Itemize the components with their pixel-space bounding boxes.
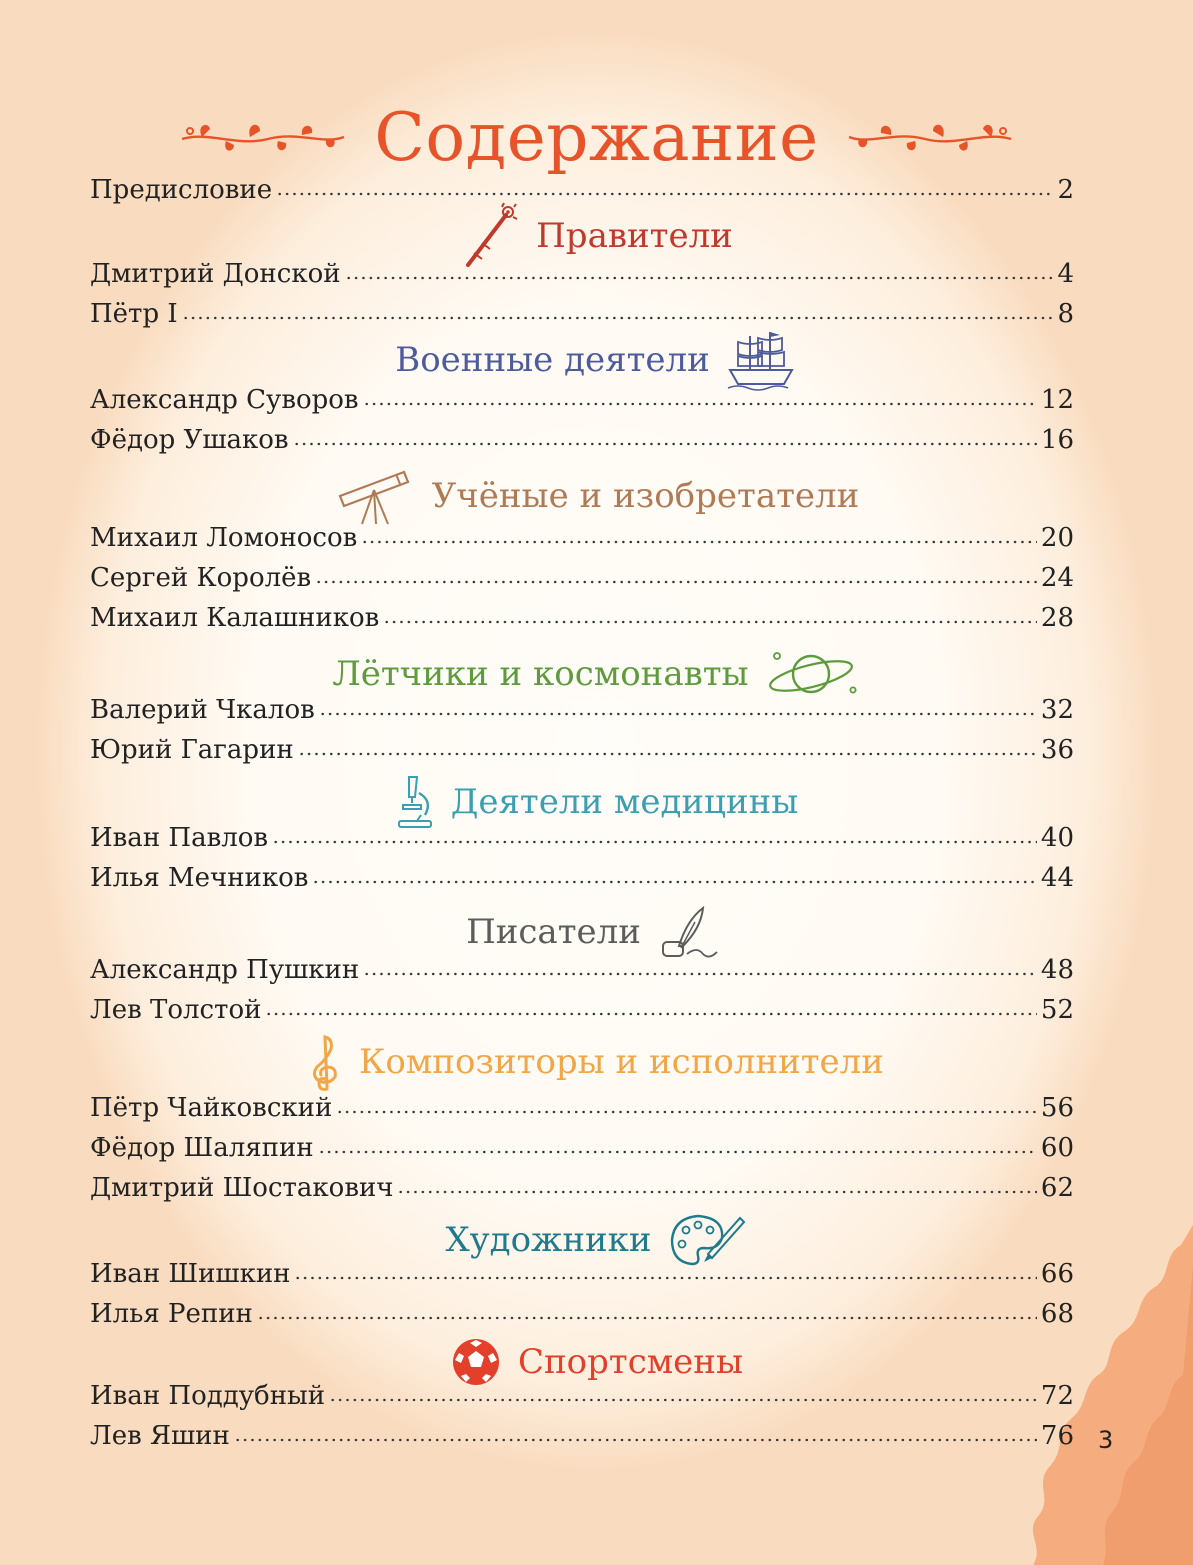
dot-leader <box>315 578 1037 586</box>
right-vine-ornament-icon <box>845 117 1015 157</box>
section-heading-label: Спортсмены <box>517 1342 744 1382</box>
entry-title: Пётр I <box>90 299 178 329</box>
dot-leader <box>298 750 1037 758</box>
entry-page-number: 24 <box>1040 563 1074 593</box>
section-heading-scientists <box>0 470 1193 522</box>
section-heading-label: Правители <box>536 216 733 256</box>
entry-title: Михаил Калашников <box>90 603 380 633</box>
entry-page-number: 40 <box>1040 823 1074 853</box>
toc-entry[interactable] <box>90 1378 1074 1414</box>
toc-entry[interactable] <box>90 1256 1074 1292</box>
entry-title: Михаил Ломоносов <box>90 523 358 553</box>
entry-page-number: 76 <box>1040 1421 1074 1451</box>
entry-page-number: 66 <box>1040 1259 1074 1289</box>
entry-title: Дмитрий Донской <box>90 259 341 289</box>
entry-title: Иван Павлов <box>90 823 269 853</box>
section-heading-label: Лётчики и космонавты <box>332 654 749 694</box>
entry-page-number: 68 <box>1040 1299 1074 1329</box>
entry-page-number: 12 <box>1040 385 1074 415</box>
section-heading-label: Деятели медицины <box>450 782 799 822</box>
toc-entry-preface[interactable] <box>90 172 1074 208</box>
entry-page-number: 32 <box>1040 695 1074 725</box>
entry-title: Сергей Королёв <box>90 563 312 593</box>
dot-leader <box>363 400 1037 408</box>
toc-entry[interactable] <box>90 1130 1074 1166</box>
entry-title: Фёдор Ушаков <box>90 425 289 455</box>
toc-entry[interactable] <box>90 296 1074 332</box>
dot-leader <box>257 1314 1037 1322</box>
toc-entry[interactable] <box>90 600 1074 636</box>
entry-title: Александр Пушкин <box>90 955 360 985</box>
toc-entry[interactable] <box>90 820 1074 856</box>
entry-title: Илья Репин <box>90 1299 253 1329</box>
dot-leader <box>361 538 1037 546</box>
section-heading-label: Художники <box>445 1220 652 1260</box>
dot-leader <box>363 970 1037 978</box>
dot-leader <box>397 1188 1036 1196</box>
title-row <box>0 92 1193 182</box>
telescope-icon <box>334 466 416 526</box>
dot-leader <box>318 1148 1037 1156</box>
dot-leader <box>329 1396 1037 1404</box>
toc-entry[interactable] <box>90 256 1074 292</box>
dot-leader <box>312 878 1036 886</box>
section-heading-rulers <box>0 210 1193 262</box>
section-heading-writers <box>0 906 1193 958</box>
treble-clef-icon <box>309 1033 343 1091</box>
section-heading-label: Писатели <box>466 912 641 952</box>
entry-title: Александр Суворов <box>90 385 359 415</box>
toc-entry[interactable] <box>90 1296 1074 1332</box>
toc-entry[interactable] <box>90 422 1074 458</box>
toc-entry[interactable] <box>90 992 1074 1028</box>
entry-title: Валерий Чкалов <box>90 695 315 725</box>
entry-title: Предисловие <box>90 175 273 205</box>
entry-page-number: 72 <box>1040 1381 1074 1411</box>
entry-page-number: 20 <box>1040 523 1074 553</box>
toc-entry[interactable] <box>90 692 1074 728</box>
toc-entry[interactable] <box>90 860 1074 896</box>
toc-entry[interactable] <box>90 952 1074 988</box>
toc-entry[interactable] <box>90 1170 1074 1206</box>
entry-page-number: 48 <box>1040 955 1074 985</box>
entry-page-number: 2 <box>1057 175 1074 205</box>
dot-leader <box>294 1274 1036 1282</box>
entry-title: Лев Яшин <box>90 1421 230 1451</box>
entry-title: Иван Шишкин <box>90 1259 291 1289</box>
entry-page-number: 28 <box>1040 603 1074 633</box>
page-number: 3 <box>1098 1426 1114 1454</box>
entry-title: Фёдор Шаляпин <box>90 1133 314 1163</box>
entry-page-number: 4 <box>1057 259 1074 289</box>
dot-leader <box>276 190 1053 198</box>
entry-title: Дмитрий Шостакович <box>90 1173 394 1203</box>
toc-entry[interactable] <box>90 520 1074 556</box>
entry-title: Илья Мечников <box>90 863 309 893</box>
dot-leader <box>319 710 1037 718</box>
toc-entry[interactable] <box>90 732 1074 768</box>
section-heading-military <box>0 334 1193 386</box>
entry-page-number: 60 <box>1040 1133 1074 1163</box>
entry-page-number: 36 <box>1040 735 1074 765</box>
dot-leader <box>383 618 1037 626</box>
entry-title: Пётр Чайковский <box>90 1093 333 1123</box>
toc-entry[interactable] <box>90 560 1074 596</box>
entry-page-number: 62 <box>1040 1173 1074 1203</box>
section-heading-label: Учёные и изобретатели <box>431 476 860 516</box>
dot-leader <box>345 274 1054 282</box>
toc-entry[interactable] <box>90 382 1074 418</box>
section-heading-label: Военные деятели <box>395 340 710 380</box>
entry-page-number: 52 <box>1040 995 1074 1025</box>
page-title: Содержание <box>374 98 819 176</box>
section-heading-composers <box>0 1036 1193 1088</box>
left-vine-ornament-icon <box>178 117 348 157</box>
entry-title: Лев Толстой <box>90 995 262 1025</box>
entry-page-number: 56 <box>1040 1093 1074 1123</box>
dot-leader <box>293 440 1037 448</box>
entry-page-number: 8 <box>1057 299 1074 329</box>
dot-leader <box>272 838 1037 846</box>
toc-entry[interactable] <box>90 1418 1074 1454</box>
dot-leader <box>336 1108 1037 1116</box>
entry-title: Иван Поддубный <box>90 1381 326 1411</box>
dot-leader <box>182 314 1054 322</box>
section-heading-label: Композиторы и исполнители <box>359 1042 884 1082</box>
dot-leader <box>234 1436 1037 1444</box>
entry-page-number: 16 <box>1040 425 1074 455</box>
dot-leader <box>265 1010 1036 1018</box>
toc-entry[interactable] <box>90 1090 1074 1126</box>
entry-title: Юрий Гагарин <box>90 735 294 765</box>
entry-page-number: 44 <box>1040 863 1074 893</box>
